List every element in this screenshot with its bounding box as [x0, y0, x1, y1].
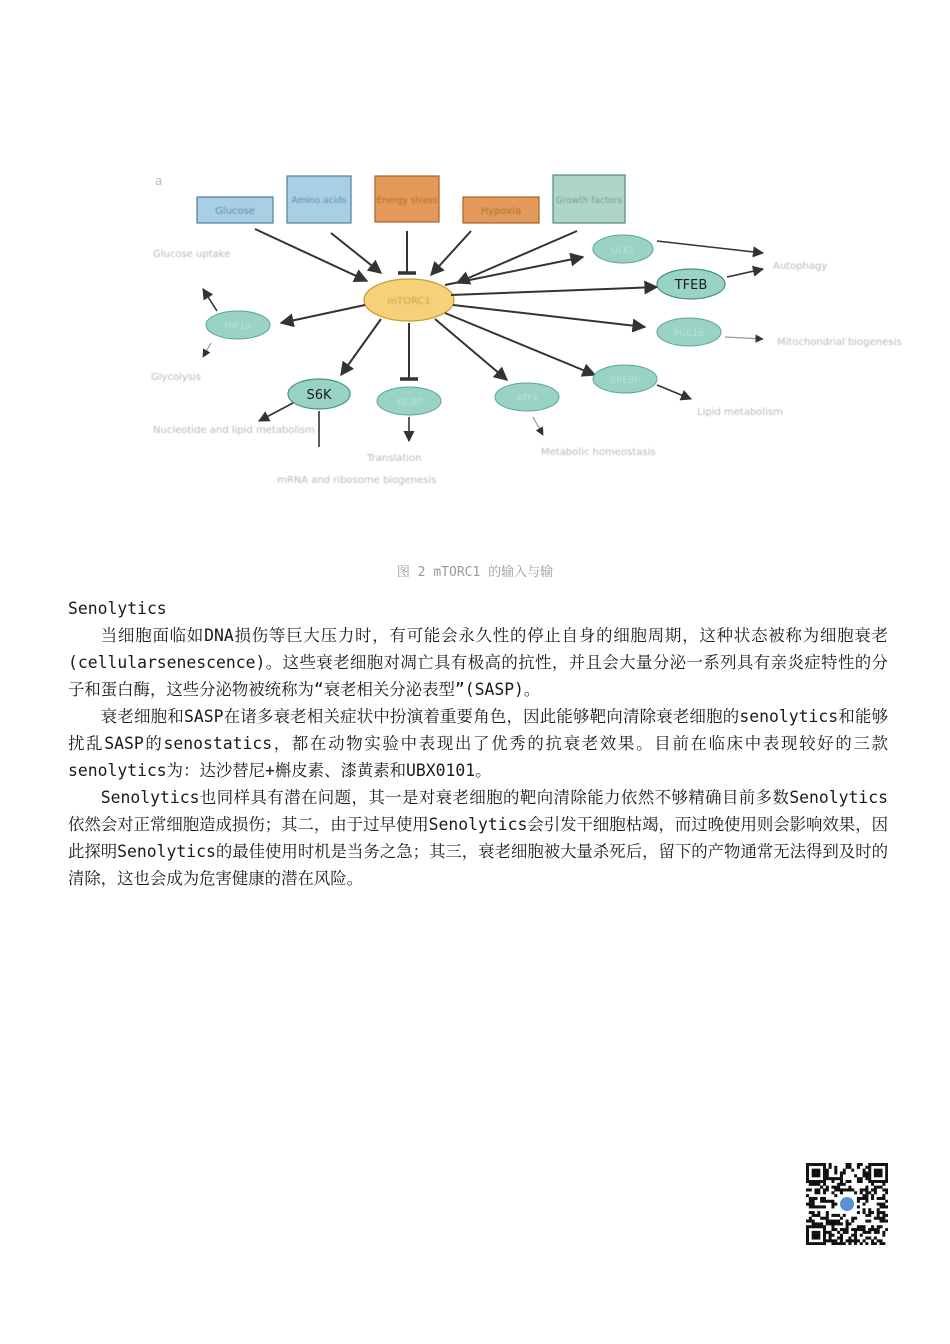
input-energy-stress: [375, 176, 439, 222]
node-s6k-label: S6K: [306, 388, 332, 403]
figure-caption: 图 2 mTORC1 的输入与输: [396, 565, 554, 580]
label-autophagy: Autophagy: [773, 261, 828, 272]
node-pgc1a: [657, 318, 721, 346]
qr-center-logo: [839, 1196, 855, 1212]
node-atf4: [495, 383, 559, 411]
input-growth-label: Growth factors: [555, 196, 623, 206]
input-arrows: [255, 229, 577, 283]
node-atf4-label: ATF4: [516, 394, 538, 404]
qr-code: [806, 1163, 888, 1245]
node-pgc1a-label: PGC1α: [673, 329, 705, 339]
input-glucose: [197, 197, 273, 223]
qr-code-svg: [806, 1163, 888, 1245]
input-hypoxia-label: Hypoxia: [480, 206, 522, 217]
node-ulk1-label: ULK1: [611, 246, 635, 256]
node-hif1a: [206, 311, 270, 339]
input-amino-acids: [287, 176, 351, 223]
output-arrows: [281, 257, 657, 380]
mtorc1-diagram: [145, 165, 915, 540]
node-4ebp-label: 4E-BP: [396, 398, 422, 408]
node-ulk1: [593, 235, 653, 263]
mtorc1-diagram-svg: [145, 165, 915, 540]
label-lipid-metabolism: Lipid metabolism: [697, 407, 783, 418]
label-translation: Translation: [367, 453, 422, 464]
input-hypoxia: [463, 197, 539, 223]
section-heading: Senolytics: [68, 599, 167, 618]
panel-letter: a: [155, 174, 163, 188]
node-s6k: [288, 379, 350, 409]
input-energy-label: Energy stress: [376, 196, 438, 206]
input-growth-factors: [553, 175, 625, 223]
article-body: [68, 595, 888, 892]
label-mrna-ribosome: mRNA and ribosome biogenesis: [277, 475, 437, 486]
label-glycolysis: Glycolysis: [151, 372, 201, 383]
mtorc1-label: mTORC1: [387, 296, 431, 307]
node-hif1a-label: HIF1α: [224, 322, 252, 332]
mtorc1-core: [364, 279, 454, 321]
label-nucleotide-lipid: Nucleotide and lipid metabolism: [153, 425, 315, 436]
paragraph-3: Senolytics也同样具有潜在问题，其一是对衰老细胞的靶向清除能力依然不够精确目前多数Senolytics依然会对正常细胞造成损伤；其二，由于过早使用Senolytics会引发干细胞枯竭，而过晚使用则会影响效果，因此探明Senolytics的最佳使用时机是当务之急；其三，衰老细胞被大量杀死后，留下的产物通常无法得到及时的清除，这也会成为危害健康的潜在风险。: [68, 788, 888, 888]
label-mitochondrial: Mitochondrial biogenesis: [777, 337, 902, 348]
label-glucose-uptake: Glucose uptake: [153, 249, 231, 260]
node-tfeb: [657, 269, 725, 299]
node-srebp-label: SREBP: [610, 376, 640, 386]
input-glucose-label: Glucose: [215, 206, 255, 217]
paragraph-1: 当细胞面临如DNA损伤等巨大压力时，有可能会永久性的停止自身的细胞周期，这种状态被称为细胞衰老(cellularsenescence)。这些衰老细胞对凋亡具有极高的抗性，并且会大量分泌一系列具有亲炎症特性的分子和蛋白酶，这些分泌物被统称为“衰老相关分泌表型”(SASP)。: [68, 626, 888, 699]
node-srebp: [593, 365, 657, 393]
node-tfeb-label: TFEB: [674, 278, 708, 293]
node-4ebp: [377, 387, 441, 415]
paragraph-2: 衰老细胞和SASP在诸多衰老相关症状中扮演着重要角色，因此能够靶向清除衰老细胞的senolytics和能够扰乱SASP的senostatics，都在动物实验中表现出了优秀的抗衰老效果。目前在临床中表现较好的三款senolytics为：达沙替尼+槲皮素、漆黄素和UBX0101。: [68, 707, 888, 780]
label-metabolic-homeostasis: Metabolic homeostasis: [541, 447, 656, 458]
input-amino-label: Amino acids: [291, 196, 347, 206]
